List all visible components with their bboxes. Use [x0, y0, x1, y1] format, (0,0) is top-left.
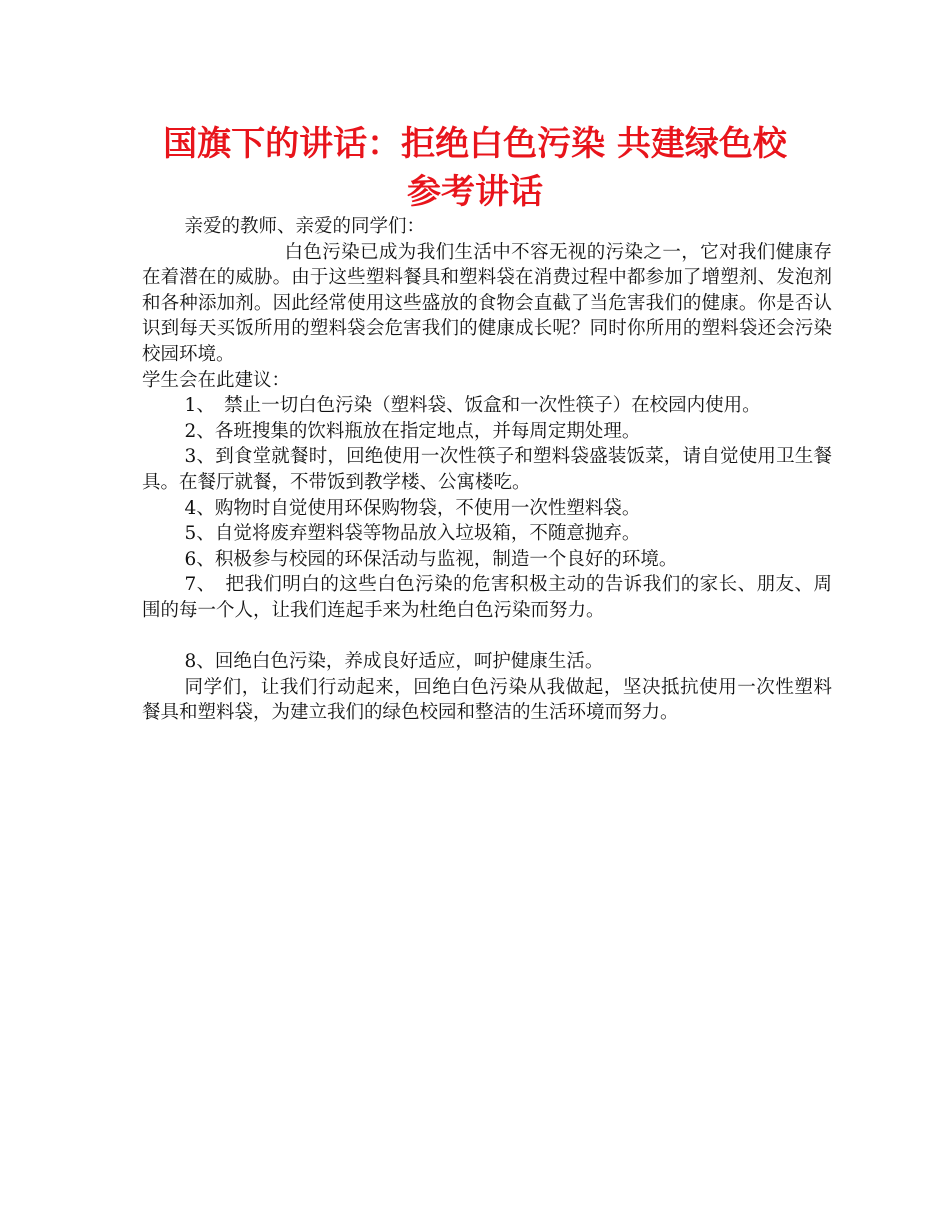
- title-line-2: 参考讲话: [407, 172, 543, 212]
- proposal-item-5: 5、自觉将废弃塑料袋等物品放入垃圾箱，不随意抛弃。: [184, 523, 641, 545]
- document-body: [142, 214, 832, 726]
- greeting: 亲爱的教师、亲爱的同学们：: [184, 216, 426, 237]
- proposal-item-3: 3、到食堂就餐时，回绝使用一次性筷子和塑料袋盛装饭菜，请自觉使用卫生餐具。在餐厅就餐，不带饭到教学楼、公寓楼吃。: [142, 446, 832, 493]
- proposal-item-7: 7、 把我们明白的这些白色污染的危害积极主动的告诉我们的家长、朋友、周围的每一个人，让我们连起手来为杜绝白色污染而努力。: [142, 574, 832, 621]
- closing-paragraph: 同学们，让我们行动起来，回绝白色污染从我做起，坚决抵抗使用一次性塑料餐具和塑料袋，为建立我们的绿色校园和整洁的生活环境而努力。: [142, 676, 832, 724]
- proposal-item-1: 1、 禁止一切白色污染（塑料袋、饭盒和一次性筷子）在校园内使用。: [184, 395, 761, 417]
- document-title: [100, 120, 850, 216]
- proposal-lead: 学生会在此建议：: [142, 369, 291, 391]
- proposal-item-2: 2、各班搜集的饮料瓶放在指定地点，并每周定期处理。: [184, 420, 641, 442]
- title-line-1: 国旗下的讲话：拒绝白色污染 共建绿色校: [163, 124, 787, 164]
- intro-paragraph: 白色污染已成为我们生活中不容无视的污染之一，它对我们健康存在着潜在的威胁。由于这些塑料餐具和塑料袋在消费过程中都参加了增塑剂、发泡剂和各种添加剂。因此经常使用这些盛放的食物会直截了当危害我们的健康。你是否认识到每天买饭所用的塑料袋会危害我们的健康成长呢？同时你所用的塑料袋还会污染校园环境。: [142, 241, 832, 365]
- proposal-item-8: 8、回绝白色污染，养成良好适应，呵护健康生活。: [184, 651, 604, 673]
- blank-line: [142, 624, 832, 650]
- proposal-item-4: 4、购物时自觉使用环保购物袋，不使用一次性塑料袋。: [184, 497, 641, 519]
- proposal-item-6: 6、积极参与校园的环保活动与监视，制造一个良好的环境。: [184, 548, 678, 570]
